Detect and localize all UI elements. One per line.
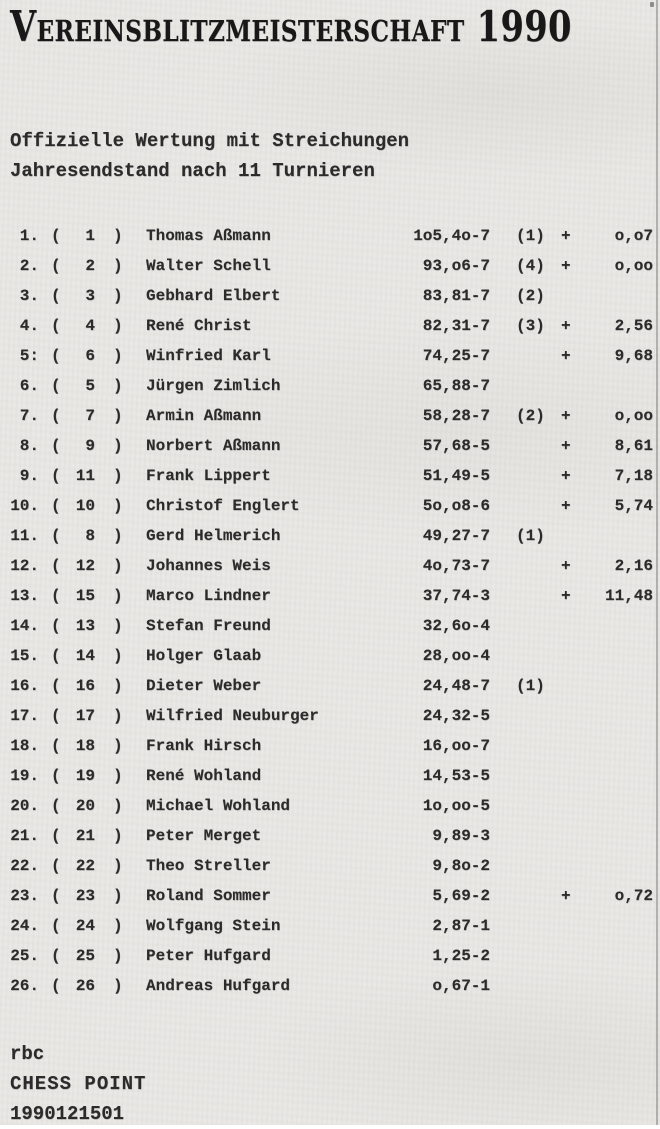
bonus-plus: + [561, 587, 571, 605]
prev-rank-cell: 19 [75, 767, 95, 785]
prev-rank-cell: 10 [75, 497, 95, 515]
score-cell: 51,49-5 [422, 467, 490, 485]
standings-list [10, 221, 653, 1001]
paren-close: ) [113, 287, 123, 305]
paren-open: ( [51, 707, 61, 725]
strike-note: (1) [516, 527, 545, 545]
paren-open: ( [51, 737, 61, 755]
paren-close: ) [113, 767, 123, 785]
bonus-value [575, 911, 653, 941]
bonus-plus: + [561, 317, 571, 335]
prev-rank-cell: 11 [75, 467, 95, 485]
bonus-value [575, 791, 653, 821]
rank-cell: 12. [10, 557, 39, 575]
paren-close: ) [113, 617, 123, 635]
score-cell: 1o,oo-5 [422, 797, 490, 815]
paren-open: ( [51, 257, 61, 275]
bonus-plus [561, 941, 575, 971]
paren-open: ( [51, 347, 61, 365]
score-cell: 1,25-2 [432, 947, 490, 965]
strike-note [516, 851, 561, 881]
rank-cell: 19. [10, 767, 39, 785]
paren-close: ) [113, 737, 123, 755]
prev-rank-cell: 15 [75, 587, 95, 605]
rank-cell: 14. [10, 617, 39, 635]
paren-open: ( [51, 947, 61, 965]
score-cell: 65,88-7 [422, 377, 490, 395]
paren-close: ) [113, 827, 123, 845]
paren-open: ( [51, 617, 61, 635]
bonus-value: 9,68 [614, 347, 653, 365]
strike-note: (2) [516, 287, 545, 305]
prev-rank-cell: 1 [85, 227, 95, 245]
player-name: Roland Sommer [146, 887, 271, 905]
rank-cell: 24. [10, 917, 39, 935]
paren-close: ) [113, 647, 123, 665]
score-cell: 74,25-7 [422, 347, 490, 365]
rank-cell: 1. [19, 227, 39, 245]
prev-rank-cell: 3 [85, 287, 95, 305]
paren-close: ) [113, 257, 123, 275]
footer-block [10, 1039, 146, 1129]
score-cell: 1o5,4o-7 [413, 227, 490, 245]
bonus-value: o,72 [614, 887, 653, 905]
strike-note [516, 701, 561, 731]
prev-rank-cell: 18 [75, 737, 95, 755]
bonus-plus [561, 521, 575, 551]
paren-close: ) [113, 857, 123, 875]
strike-note [516, 761, 561, 791]
paren-close: ) [113, 227, 123, 245]
player-name: Stefan Freund [146, 617, 271, 635]
rank-cell: 8. [19, 437, 39, 455]
bonus-value: 2,16 [614, 557, 653, 575]
table-row [10, 281, 653, 311]
bonus-value: 7,18 [614, 467, 653, 485]
prev-rank-cell: 21 [75, 827, 95, 845]
player-name: Dieter Weber [146, 677, 262, 695]
bonus-plus [561, 731, 575, 761]
rank-cell: 18. [10, 737, 39, 755]
prev-rank-cell: 12 [75, 557, 95, 575]
player-name: Holger Glaab [146, 647, 262, 665]
bonus-value: 5,74 [614, 497, 653, 515]
rank-cell: 17. [10, 707, 39, 725]
score-cell: 9,89-3 [432, 827, 490, 845]
rank-cell: 2. [19, 257, 39, 275]
bonus-plus [561, 371, 575, 401]
player-name: Gerd Helmerich [146, 527, 281, 545]
table-row [10, 971, 653, 1001]
prev-rank-cell: 17 [75, 707, 95, 725]
player-name: Christof Englert [146, 497, 300, 515]
strike-note [516, 431, 561, 461]
rank-cell: 25. [10, 947, 39, 965]
bonus-value [575, 521, 653, 551]
score-cell: 57,68-5 [422, 437, 490, 455]
paren-close: ) [113, 527, 123, 545]
rank-cell: 5: [19, 347, 39, 365]
player-name: Theo Streller [146, 857, 271, 875]
table-row [10, 821, 653, 851]
paren-close: ) [113, 437, 123, 455]
bonus-plus: + [561, 227, 571, 245]
strike-note: (4) [516, 257, 545, 275]
paren-open: ( [51, 767, 61, 785]
score-cell: 93,o6-7 [422, 257, 490, 275]
table-row [10, 341, 653, 371]
player-name: Wilfried Neuburger [146, 707, 319, 725]
bonus-plus [561, 641, 575, 671]
score-cell: 9,8o-2 [432, 857, 490, 875]
paren-close: ) [113, 947, 123, 965]
prev-rank-cell: 14 [75, 647, 95, 665]
player-name: Frank Hirsch [146, 737, 262, 755]
player-name: Andreas Hufgard [146, 977, 291, 995]
page-title [10, 4, 660, 50]
bonus-value [575, 971, 653, 1001]
bonus-plus [561, 701, 575, 731]
paren-open: ( [51, 887, 61, 905]
score-cell: 32,6o-4 [422, 617, 490, 635]
table-row [10, 401, 653, 431]
bonus-value: o,oo [614, 407, 653, 425]
bonus-value [575, 941, 653, 971]
paren-close: ) [113, 497, 123, 515]
strike-note [516, 641, 561, 671]
paren-open: ( [51, 437, 61, 455]
bonus-value [575, 701, 653, 731]
bonus-plus [561, 791, 575, 821]
paren-open: ( [51, 527, 61, 545]
prev-rank-cell: 4 [85, 317, 95, 335]
paren-open: ( [51, 917, 61, 935]
strike-note [516, 821, 561, 851]
player-name: Armin Aßmann [146, 407, 262, 425]
table-row [10, 641, 653, 671]
paren-close: ) [113, 917, 123, 935]
rank-cell: 9. [19, 467, 39, 485]
bonus-plus [561, 821, 575, 851]
paren-open: ( [51, 407, 61, 425]
strike-note [516, 971, 561, 1001]
prev-rank-cell: 8 [85, 527, 95, 545]
prev-rank-cell: 16 [75, 677, 95, 695]
footer-brand: CHESS POINT [10, 1073, 147, 1095]
bonus-plus: + [561, 497, 571, 515]
footer-initials: rbc [10, 1043, 45, 1065]
table-row [10, 611, 653, 641]
table-row [10, 791, 653, 821]
score-cell: 24,48-7 [422, 677, 490, 695]
strike-note [516, 791, 561, 821]
score-cell: 5o,o8-6 [422, 497, 490, 515]
bonus-plus: + [561, 347, 571, 365]
paren-open: ( [51, 587, 61, 605]
bonus-plus [561, 761, 575, 791]
strike-note [516, 491, 561, 521]
paren-close: ) [113, 797, 123, 815]
subtitle-line-2: Jahresendstand nach 11 Turnieren [10, 160, 375, 182]
bonus-value [575, 731, 653, 761]
strike-note [516, 911, 561, 941]
player-name: Michael Wohland [146, 797, 291, 815]
player-name: Frank Lippert [146, 467, 271, 485]
player-name: Thomas Aßmann [146, 227, 271, 245]
paren-open: ( [51, 977, 61, 995]
paren-close: ) [113, 317, 123, 335]
strike-note: (1) [516, 227, 545, 245]
table-row [10, 761, 653, 791]
score-cell: 4o,73-7 [422, 557, 490, 575]
paren-close: ) [113, 407, 123, 425]
page-title-text: Vereinsblitzmeisterschaft 1990 [10, 2, 572, 51]
bonus-value [575, 821, 653, 851]
bonus-value [575, 761, 653, 791]
bonus-plus [561, 281, 575, 311]
score-cell: o,67-1 [432, 977, 490, 995]
table-row [10, 491, 653, 521]
score-cell: 82,31-7 [422, 317, 490, 335]
paren-open: ( [51, 677, 61, 695]
score-cell: 49,27-7 [422, 527, 490, 545]
prev-rank-cell: 7 [85, 407, 95, 425]
player-name: Norbert Aßmann [146, 437, 281, 455]
bonus-value [575, 851, 653, 881]
player-name: Walter Schell [146, 257, 271, 275]
bonus-plus: + [561, 467, 571, 485]
table-row [10, 911, 653, 941]
paren-open: ( [51, 287, 61, 305]
score-cell: 24,32-5 [422, 707, 490, 725]
player-name: Winfried Karl [146, 347, 271, 365]
prev-rank-cell: 2 [85, 257, 95, 275]
prev-rank-cell: 26 [75, 977, 95, 995]
paren-open: ( [51, 827, 61, 845]
score-cell: 37,74-3 [422, 587, 490, 605]
prev-rank-cell: 23 [75, 887, 95, 905]
paren-open: ( [51, 317, 61, 335]
table-row [10, 431, 653, 461]
table-row [10, 461, 653, 491]
rank-cell: 26. [10, 977, 39, 995]
table-row [10, 731, 653, 761]
rank-cell: 16. [10, 677, 39, 695]
paren-open: ( [51, 497, 61, 515]
bonus-plus [561, 611, 575, 641]
table-row [10, 221, 653, 251]
score-cell: 83,81-7 [422, 287, 490, 305]
paren-close: ) [113, 467, 123, 485]
bonus-plus [561, 671, 575, 701]
score-cell: 5,69-2 [432, 887, 490, 905]
bonus-value [575, 671, 653, 701]
bonus-value [575, 641, 653, 671]
bonus-value [575, 281, 653, 311]
footer-code: 1990121501 [10, 1103, 125, 1125]
rank-cell: 22. [10, 857, 39, 875]
bonus-plus: + [561, 557, 571, 575]
table-row [10, 521, 653, 551]
paren-close: ) [113, 557, 123, 575]
strike-note [516, 341, 561, 371]
bonus-plus [561, 971, 575, 1001]
strike-note: (2) [516, 407, 545, 425]
bonus-plus: + [561, 257, 571, 275]
strike-note [516, 371, 561, 401]
table-row [10, 581, 653, 611]
player-name: Gebhard Elbert [146, 287, 281, 305]
prev-rank-cell: 24 [75, 917, 95, 935]
table-row [10, 701, 653, 731]
prev-rank-cell: 6 [85, 347, 95, 365]
table-row [10, 881, 653, 911]
strike-note: (1) [516, 677, 545, 695]
rank-cell: 20. [10, 797, 39, 815]
strike-note: (3) [516, 317, 545, 335]
table-row [10, 251, 653, 281]
bonus-plus [561, 911, 575, 941]
table-row [10, 311, 653, 341]
bonus-value: o,o7 [614, 227, 653, 245]
table-row [10, 551, 653, 581]
scan-edge-artifact [656, 0, 658, 1125]
rank-cell: 11. [10, 527, 39, 545]
paren-close: ) [113, 377, 123, 395]
paren-close: ) [113, 977, 123, 995]
bonus-value: 8,61 [614, 437, 653, 455]
strike-note [516, 941, 561, 971]
paren-close: ) [113, 347, 123, 365]
bonus-plus [561, 851, 575, 881]
subtitle-block [10, 126, 409, 186]
bonus-plus: + [561, 407, 571, 425]
paren-close: ) [113, 587, 123, 605]
prev-rank-cell: 13 [75, 617, 95, 635]
player-name: Johannes Weis [146, 557, 271, 575]
rank-cell: 21. [10, 827, 39, 845]
paren-open: ( [51, 857, 61, 875]
score-cell: 14,53-5 [422, 767, 490, 785]
paren-open: ( [51, 647, 61, 665]
bonus-value: o,oo [614, 257, 653, 275]
strike-note [516, 461, 561, 491]
paren-open: ( [51, 467, 61, 485]
rank-cell: 4. [19, 317, 39, 335]
paren-open: ( [51, 557, 61, 575]
rank-cell: 6. [19, 377, 39, 395]
prev-rank-cell: 20 [75, 797, 95, 815]
player-name: Marco Lindner [146, 587, 271, 605]
player-name: Wolfgang Stein [146, 917, 281, 935]
paren-close: ) [113, 887, 123, 905]
bonus-plus: + [561, 887, 571, 905]
score-cell: 2,87-1 [432, 917, 490, 935]
strike-note [516, 551, 561, 581]
rank-cell: 7. [19, 407, 39, 425]
bonus-value [575, 611, 653, 641]
subtitle-line-1: Offizielle Wertung mit Streichungen [10, 130, 410, 152]
player-name: René Wohland [146, 767, 262, 785]
bonus-value [575, 371, 653, 401]
strike-note [516, 581, 561, 611]
score-cell: 28,oo-4 [422, 647, 490, 665]
rank-cell: 23. [10, 887, 39, 905]
rank-cell: 3. [19, 287, 39, 305]
rank-cell: 15. [10, 647, 39, 665]
player-name: Jürgen Zimlich [146, 377, 281, 395]
bonus-value: 11,48 [604, 587, 653, 605]
player-name: Peter Hufgard [146, 947, 271, 965]
table-row [10, 851, 653, 881]
strike-note [516, 731, 561, 761]
rank-cell: 13. [10, 587, 39, 605]
strike-note [516, 611, 561, 641]
bonus-plus: + [561, 437, 571, 455]
prev-rank-cell: 5 [85, 377, 95, 395]
paren-close: ) [113, 707, 123, 725]
prev-rank-cell: 9 [85, 437, 95, 455]
prev-rank-cell: 25 [75, 947, 95, 965]
player-name: Peter Merget [146, 827, 262, 845]
paren-close: ) [113, 677, 123, 695]
paren-open: ( [51, 797, 61, 815]
player-name: René Christ [146, 317, 252, 335]
paren-open: ( [51, 377, 61, 395]
bonus-value: 2,56 [614, 317, 653, 335]
strike-note [516, 881, 561, 911]
score-cell: 16,oo-7 [422, 737, 490, 755]
table-row [10, 941, 653, 971]
paren-open: ( [51, 227, 61, 245]
score-cell: 58,28-7 [422, 407, 490, 425]
table-row [10, 371, 653, 401]
table-row [10, 671, 653, 701]
prev-rank-cell: 22 [75, 857, 95, 875]
rank-cell: 10. [10, 497, 39, 515]
